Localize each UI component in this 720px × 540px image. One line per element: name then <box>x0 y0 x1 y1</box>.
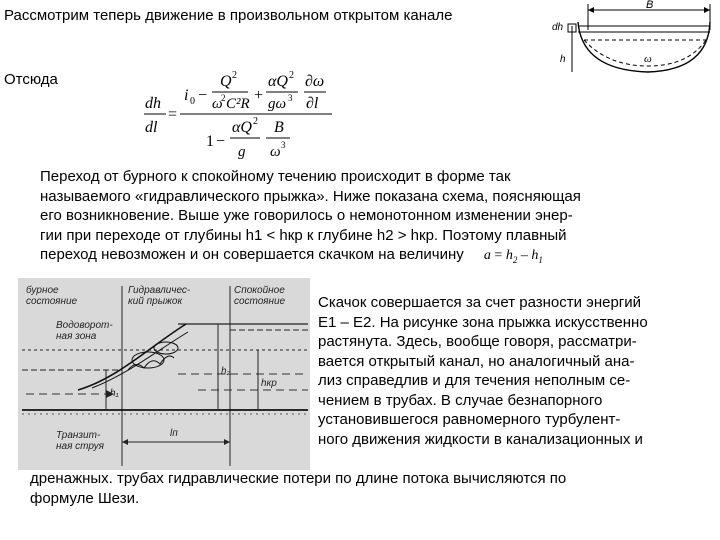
formula-dl-partial: ∂l <box>306 95 319 112</box>
formula-omega-exp: 2 <box>221 93 226 103</box>
formula-omega: ω <box>212 96 223 112</box>
paragraph1-line: его возникновение. Выше уже говорилось о немонотонном изменении энер- <box>40 207 573 224</box>
formula-i: i <box>184 87 189 104</box>
differential-equation <box>140 62 350 164</box>
paragraph-jump-energy <box>318 293 718 449</box>
formula-den-alphaQ: αQ <box>232 119 252 136</box>
formula-equals: = <box>168 106 178 123</box>
label-calm-1: Спокойное <box>234 285 285 296</box>
label-hkr: hкр <box>261 378 277 389</box>
paragraph2-line: Скачок совершается за счет разности энергий <box>318 294 642 311</box>
label-stormy-1: бурное <box>26 285 59 296</box>
channel-B-label: B <box>646 0 654 11</box>
page-heading: Рассмотрим теперь движение в произвольном открытом канале <box>4 7 453 24</box>
label-vortex-2: ная зона <box>56 331 97 342</box>
paragraph1-last-line <box>40 245 720 270</box>
paragraph2-line: чением в трубах. В случае безнапорного <box>318 391 603 409</box>
formula-den-omega-exp: 3 <box>281 140 286 150</box>
label-jump-2: кий прыжок <box>128 296 183 307</box>
hydraulic-jump-diagram <box>18 278 310 470</box>
label-transit-2: ная струя <box>56 441 104 452</box>
label-ln: lп <box>170 428 178 439</box>
formula-den-omega: ω <box>270 144 281 160</box>
paragraph-jump-intro <box>40 167 720 270</box>
formula-one: 1 <box>206 133 214 150</box>
formula-dl: dl <box>145 119 158 136</box>
formula-Q-exp: 2 <box>232 70 237 81</box>
formula-alphaQ-exp: 2 <box>289 70 294 81</box>
formula-den-g: g <box>238 144 246 160</box>
paragraph2-line: ного движения жидкости в канализационных и <box>318 430 643 448</box>
paragraph3-line: дренажных. трубах гидравлические потери по длине потока вычисляются по <box>30 470 567 487</box>
formula-gomega: gω <box>268 96 287 112</box>
channel-cross-section-diagram <box>548 0 718 80</box>
paragraph1-line: переход невозможен и он совершается скачком на величину <box>40 246 464 263</box>
jump-height-formula: $a = h_2 - h_1$ <box>483 248 543 265</box>
paragraph-chezy <box>30 469 720 508</box>
paragraph1-line: называемого «гидравлического прыжка». Ниже показана схема, поясняющая <box>40 187 581 205</box>
formula-den-B: B <box>274 119 284 136</box>
label-jump-1: Гидравличес- <box>128 285 191 296</box>
formula-alphaQ: αQ <box>268 73 288 90</box>
formula-plus: + <box>254 87 264 104</box>
label-h1: h₁ <box>110 388 119 399</box>
formula-Q: Q <box>220 73 232 90</box>
channel-h-label: h <box>560 54 566 65</box>
paragraph3-line: формуле Шези. <box>30 489 140 507</box>
paragraph2-line: вается открытый канал, но аналогичный ана- <box>318 352 635 370</box>
label-transit-1: Транзит- <box>56 430 101 441</box>
formula-domega: ∂ω <box>305 73 325 90</box>
formula-minus-1: − <box>198 87 208 104</box>
formula-dh: dh <box>145 95 161 112</box>
channel-omega-label: ω <box>644 53 652 65</box>
formula-i-sub: 0 <box>190 96 195 107</box>
channel-dh-label: dh <box>552 22 564 33</box>
label-vortex-1: Водоворот- <box>56 320 113 331</box>
paragraph2-line: растянута. Здесь, вообще говоря, рассматри- <box>318 333 637 350</box>
paragraph1-line: Переход от бурного к спокойному течению происходит в форме так <box>40 168 511 185</box>
paragraph2-line: установившегося равномерного турбулент- <box>318 411 621 428</box>
paragraph1-line: гии при переходе от глубины h1 < hкр к глубине h2 > hкр. Поэтому плавный <box>40 226 567 244</box>
label-stormy-2: состояние <box>26 296 78 307</box>
formula-gomega-exp: 3 <box>288 93 293 103</box>
otsyuda-label: Отсюда <box>4 71 58 88</box>
label-h2: h₂ <box>221 366 231 377</box>
paragraph2-line: лиз справедлив и для течения неполным се- <box>318 372 631 389</box>
paragraph2-line: Е1 – Е2. На рисунке зона прыжка искусственно <box>318 313 648 331</box>
formula-minus-2: − <box>216 133 226 150</box>
formula-C2R: C²R <box>226 96 250 112</box>
label-calm-2: состояние <box>234 296 286 307</box>
formula-den-alphaQ-exp: 2 <box>253 116 258 127</box>
